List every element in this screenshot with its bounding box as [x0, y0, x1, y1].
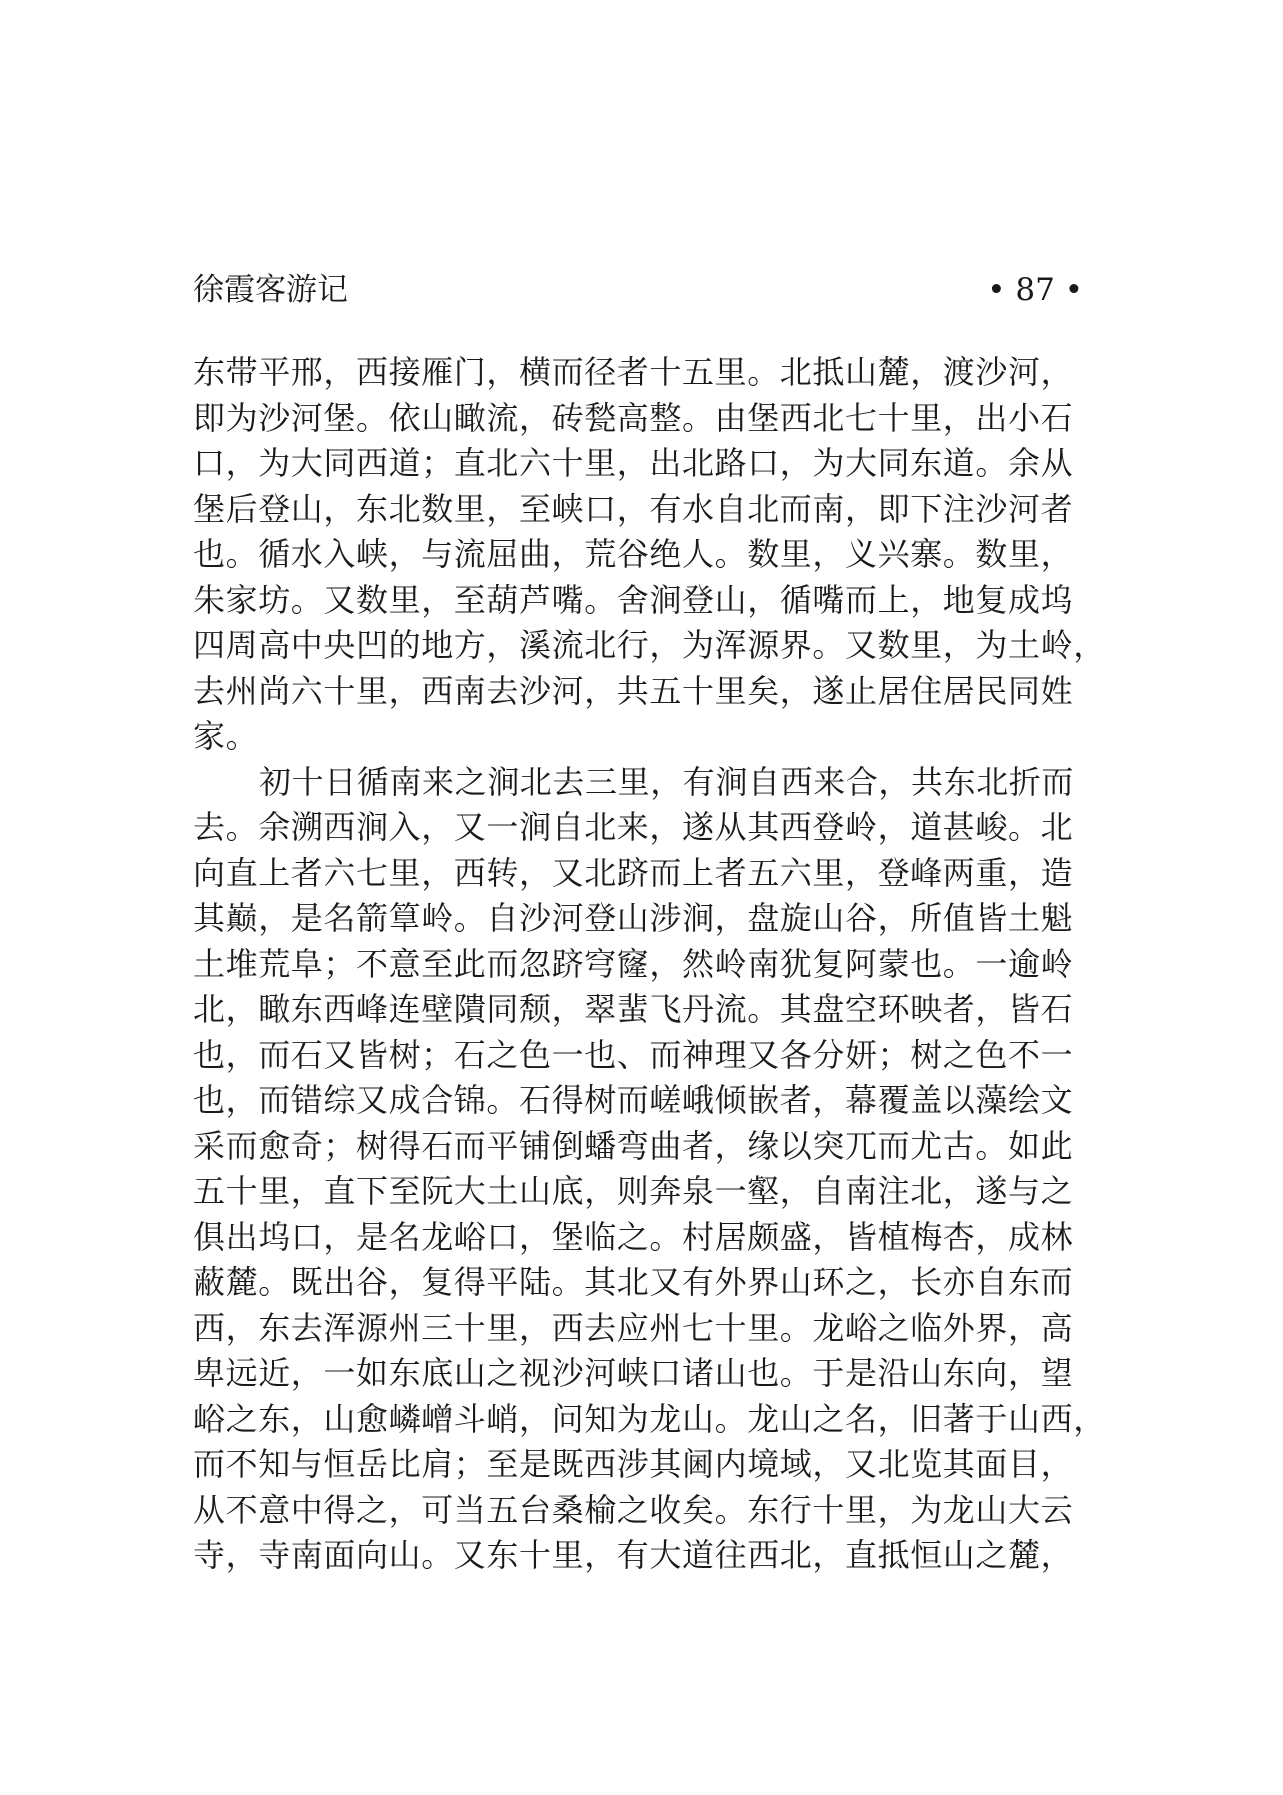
text-line: 卑远近，一如东底山之视沙河峡口诸山也。于是沿山东向，望 [193, 1354, 1074, 1392]
text-line: 向直上者六七里，西转，又北跻而上者五六里，登峰两重，造 [193, 853, 1074, 892]
text-line: 东带平邢，西接雁门，横而径者十五里。北抵山麓，渡沙河， [193, 353, 1074, 391]
text-line: 土堆荒阜；不意至此而忽跻穹窿，然岭南犹复阿蒙也。一逾岭 [193, 944, 1074, 983]
text-line: 从不意中得之，可当五台桑榆之收矣。东行十里，为龙山大云 [193, 1490, 1074, 1529]
text-line: 俱出坞口，是名龙峪口，堡临之。村居颇盛，皆植梅杏，成林 [193, 1217, 1074, 1256]
body-text [193, 350, 1106, 1579]
text-line: 去。余溯西涧入，又一涧自北来，遂从其西登岭，道甚峻。北 [193, 808, 1074, 846]
text-line: 寺，寺南面向山。又东十里，有大道往西北，直抵恒山之麓， [193, 1536, 1074, 1574]
book-title: 徐霞客游记 [193, 272, 348, 308]
text-line: 也，而错综又成合锦。石得树而嵯峨倾嵌者，幕覆盖以藻绘文 [193, 1081, 1074, 1119]
page-number: • 87 • [987, 272, 1083, 308]
text-line: 北，瞰东西峰连壁隤同颓，翠蜚飞丹流。其盘空环映者，皆石 [193, 990, 1074, 1028]
text-line: 五十里，直下至阮大土山底，则奔泉一壑，自南注北，遂与之 [193, 1172, 1074, 1210]
text-line: 初十日循南来之涧北去三里，有涧自西来合，共东北折而 [259, 762, 1075, 801]
text-line: 即为沙河堡。依山瞰流，砖甃高整。由堡西北七十里，出小石 [193, 398, 1074, 437]
running-head [193, 268, 1083, 312]
text-line: 也。循水入峡，与流屈曲，荒谷绝人。数里，义兴寨。数里， [193, 535, 1074, 573]
text-line: 峪之东，山愈嶙嶒斗峭，问知为龙山。龙山之名，旧著于山西， [193, 1399, 1106, 1438]
text-line: 采而愈奇；树得石而平铺倒蟠弯曲者，缘以突兀而尤古。如此 [193, 1126, 1074, 1165]
text-line: 堡后登山，东北数里，至峡口，有水自北而南，即下注沙河者 [193, 489, 1074, 528]
text-line: 四周高中央凹的地方，溪流北行，为浑源界。又数里，为土岭， [193, 626, 1106, 664]
text-line: 也，而石又皆树；石之色一也、而神理又各分妍；树之色不一 [193, 1035, 1074, 1074]
text-line: 西，东去浑源州三十里，西去应州七十里。龙峪之临外界，高 [193, 1308, 1074, 1347]
text-line: 其巅，是名箭筸岭。自沙河登山涉涧，盘旋山谷，所值皆土魁 [193, 899, 1074, 937]
text-line: 而不知与恒岳比肩；至是既西涉其阃内境域，又北览其面目， [193, 1445, 1074, 1483]
text-line: 朱家坊。又数里，至葫芦嘴。舍涧登山，循嘴而上，地复成坞 [193, 580, 1074, 619]
text-line: 家。 [193, 717, 259, 755]
text-line: 去州尚六十里，西南去沙河，共五十里矣，遂止居住居民同姓 [193, 671, 1074, 710]
text-line: 蔽麓。既出谷，复得平陆。其北又有外界山环之，长亦自东而 [193, 1263, 1074, 1301]
text-line: 口，为大同西道；直北六十里，出北路口，为大同东道。余从 [193, 444, 1074, 482]
